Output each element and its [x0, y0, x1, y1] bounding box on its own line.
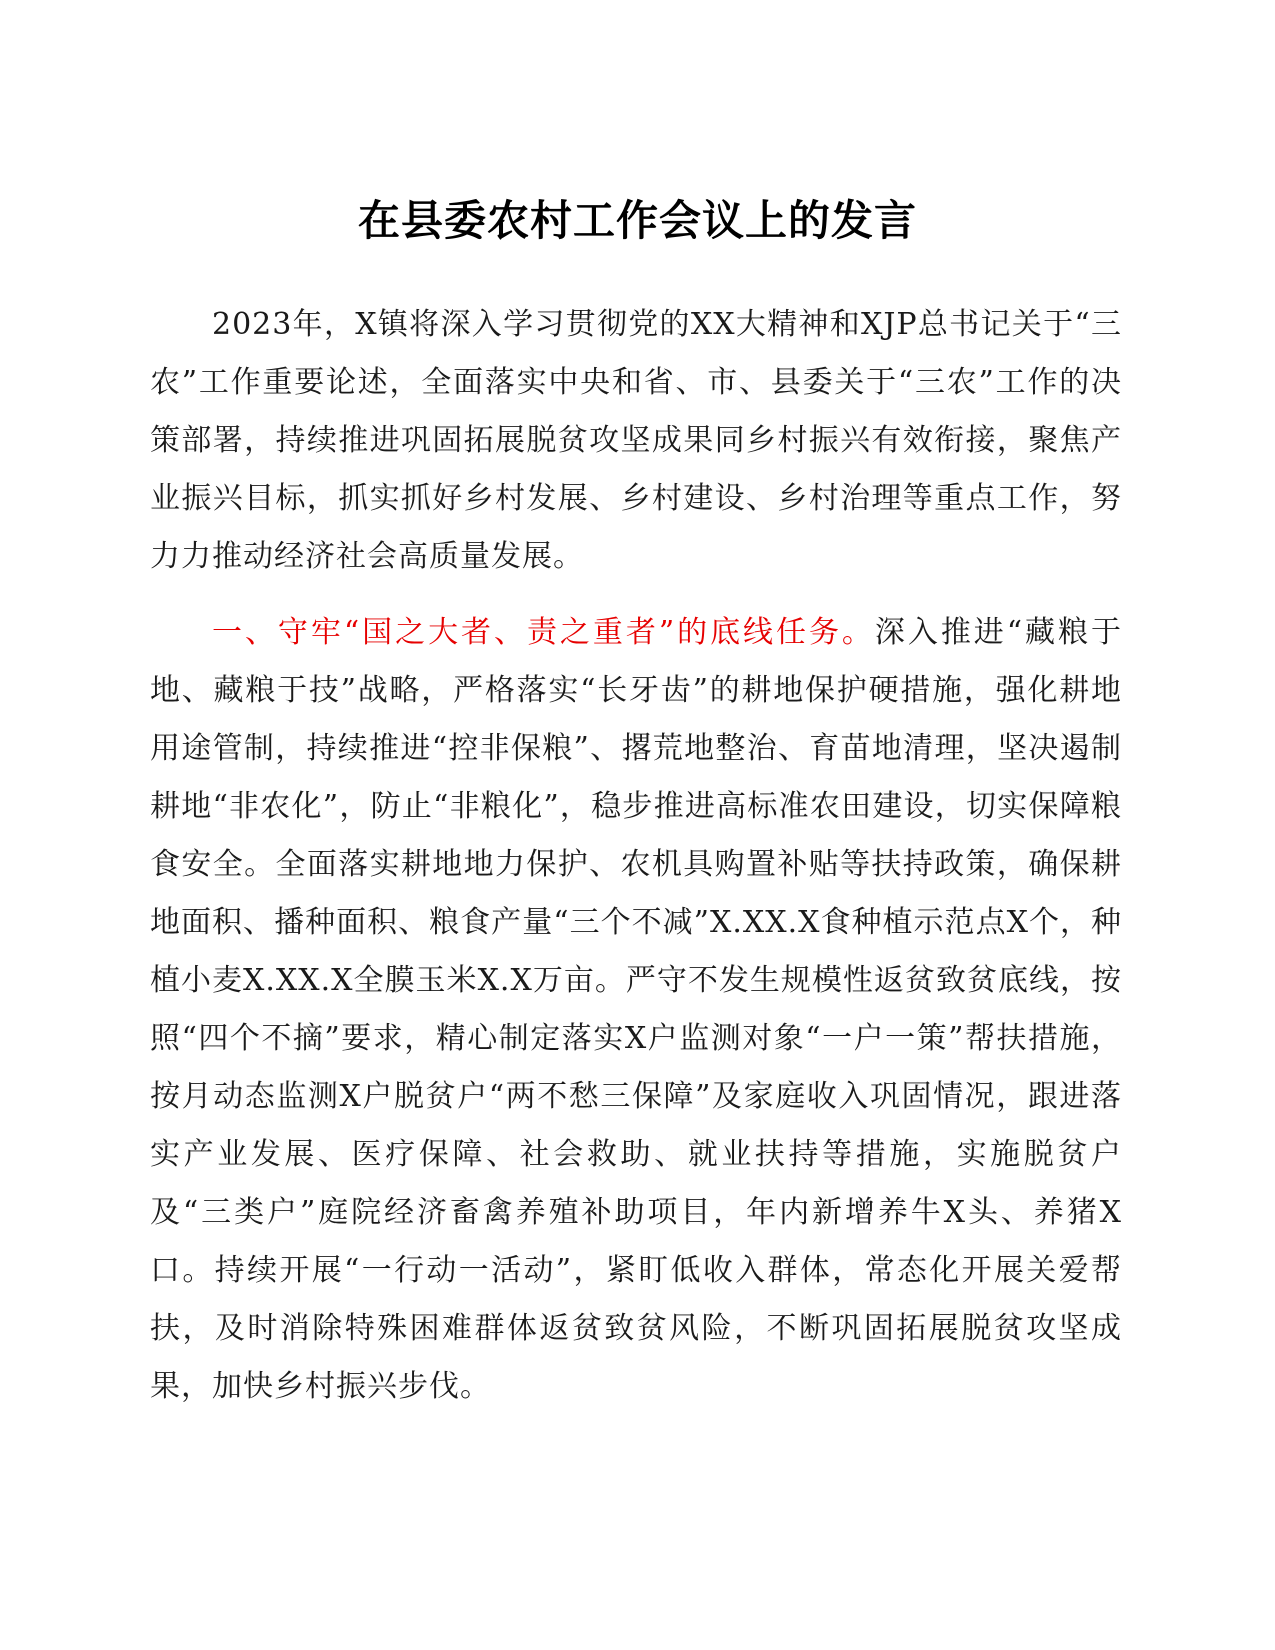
paragraph-intro [150, 296, 1122, 586]
section-one-heading: 一、守牢“国之大者、责之重者”的底线任务。 [212, 615, 875, 650]
document-title: 在县委农村工作会议上的发言 [357, 196, 917, 245]
paragraph-section-one [150, 604, 1122, 1416]
paragraph-intro-text: 2023年，X镇将深入学习贯彻党的XX大精神和XJP总书记关于“三农”工作重要论述，全面落实中央和省、市、县委关于“三农”工作的决策部署，持续推进巩固拓展脱贫攻坚成果同乡村振兴有效衔接，聚焦产业振兴目标，抓实抓好乡村发展、乡村建设、乡村治理等重点工作，努力力推动经济社会高质量发展。 [150, 307, 1122, 574]
section-one-text: 深入推进“藏粮于地、藏粮于技”战略，严格落实“长牙齿”的耕地保护硬措施，强化耕地用途管制，持续推进“控非保粮”、撂荒地整治、育苗地清理，坚决遏制耕地“非农化”，防止“非粮化”，稳步推进高标准农田建设，切实保障粮食安全。全面落实耕地地力保护、农机具购置补贴等扶持政策，确保耕地面积、播种面积、粮食产量“三个不减”X.XX.X食种植示范点X个，种植小麦X.XX.X全膜玉米X.X万亩。严守不发生规模性返贫致贫底线，按照“四个不摘”要求，精心制定落实X户监测对象“一户一策”帮扶措施，按月动态监测X户脱贫户“两不愁三保障”及家庭收入巩固情况，跟进落实产业发展、医疗保障、社会救助、就业扶持等措施，实施脱贫户及“三类户”庭院经济畜禽养殖补助项目，年内新增养牛X头、养猪X口。持续开展“一行动一活动”，紧盯低收入群体，常态化开展关爱帮扶，及时消除特殊困难群体返贫致贫风险，不断巩固拓展脱贫攻坚成果，加快乡村振兴步伐。 [150, 615, 1122, 1404]
